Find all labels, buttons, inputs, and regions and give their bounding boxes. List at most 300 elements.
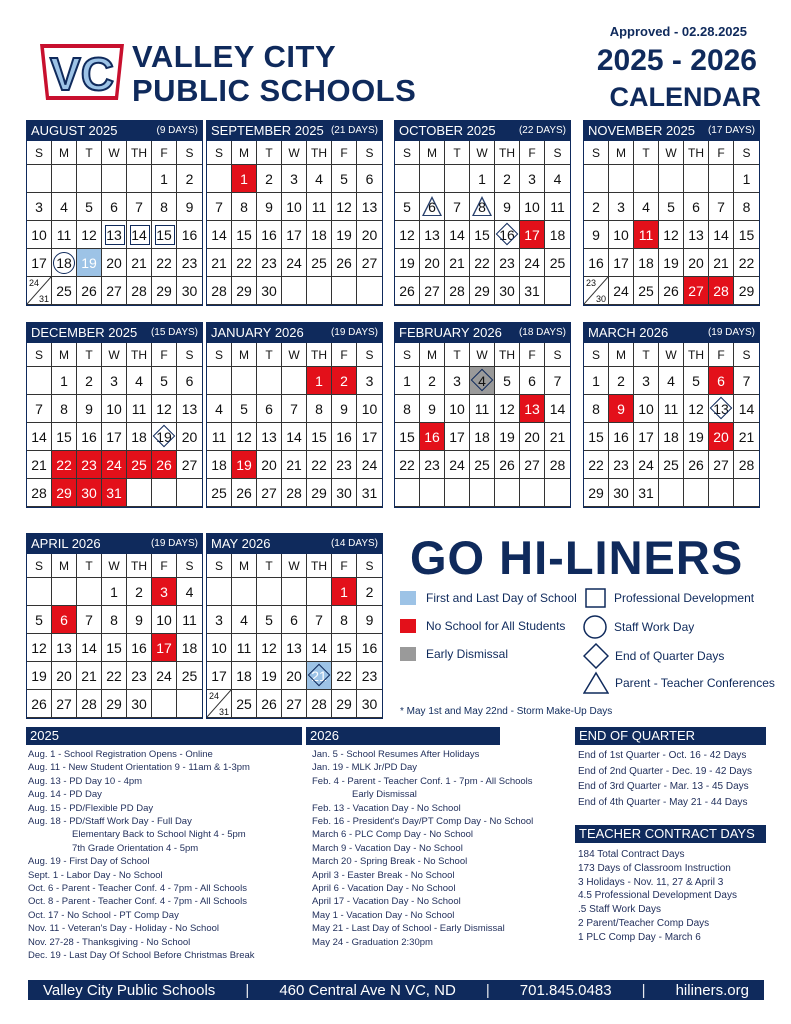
day-number: 10 [31, 226, 47, 243]
day-cell [734, 193, 759, 221]
day-number: 11 [550, 198, 565, 215]
day-cell [177, 662, 202, 690]
day-number: 12 [156, 400, 172, 417]
day-number: 10 [613, 226, 629, 243]
day-cell [232, 479, 257, 507]
empty-day [709, 165, 734, 193]
month-header [27, 121, 202, 141]
empty-day [734, 479, 759, 507]
day-number: 8 [240, 198, 248, 215]
weekday-header: S [207, 141, 232, 165]
day-number: 15 [336, 639, 352, 656]
footer-address: 460 Central Ave N VC, ND [279, 981, 456, 999]
weekday-header: T [257, 554, 282, 578]
day-number: 6 [265, 400, 273, 417]
events-2025-list [28, 748, 255, 963]
footer-website[interactable]: hiliners.org [675, 981, 749, 999]
day-cell [709, 193, 734, 221]
weekday-header: S [207, 343, 232, 367]
empty-day [282, 277, 307, 305]
day-number: 7 [453, 198, 461, 215]
day-number: 9 [340, 400, 348, 417]
day-number: 7 [553, 372, 562, 389]
day-cell [584, 451, 609, 479]
day-number: 14 [286, 428, 302, 445]
empty-day [659, 165, 684, 193]
day-number: 17 [286, 226, 302, 243]
day-cell [257, 193, 282, 221]
day-cell [470, 165, 495, 193]
day-cell [445, 395, 470, 423]
day-number: 24 [29, 278, 40, 288]
day-cell [520, 367, 545, 395]
month-grid [207, 141, 382, 305]
day-number: 20 [524, 428, 540, 445]
day-cell [545, 451, 570, 479]
day-cell [520, 249, 545, 277]
day-number: 15 [738, 226, 755, 243]
list-item: Aug. 15 - PD/Flexible PD Day [28, 802, 154, 814]
day-number: 20 [286, 667, 302, 684]
school-logo [38, 40, 126, 104]
day-cell [495, 451, 520, 479]
day-number: 7 [717, 198, 725, 215]
list-item: Sept. 1 - Labor Day - No School [28, 869, 163, 881]
day-cell [684, 277, 709, 305]
day-number: 26 [663, 282, 679, 299]
day-cell [520, 423, 545, 451]
day-number: 24 [613, 282, 629, 299]
legend-early [400, 647, 508, 661]
day-number: 4 [240, 611, 248, 628]
day-cell [420, 193, 445, 221]
day-number: 8 [592, 400, 600, 417]
day-number: 2 [592, 198, 600, 215]
weekday-header: S [27, 343, 52, 367]
month-name: MARCH 2026 [588, 325, 669, 340]
day-cell [357, 423, 382, 451]
day-number: 5 [35, 611, 43, 628]
day-number: 12 [31, 639, 47, 656]
day-cell [734, 165, 759, 193]
day-cell [127, 606, 152, 634]
day-cell [684, 249, 709, 277]
day-cell [634, 249, 659, 277]
day-cell [545, 249, 570, 277]
month-day-count: (19 DAYS) [707, 327, 755, 338]
day-number: 21 [311, 667, 327, 684]
day-number: 17 [361, 428, 378, 445]
day-cell [77, 277, 102, 305]
empty-day [545, 277, 570, 305]
day-number: 22 [156, 254, 172, 271]
day-number: 30 [613, 484, 629, 501]
day-cell [127, 221, 152, 249]
day-cell [709, 249, 734, 277]
day-number: 5 [692, 372, 700, 389]
empty-day [127, 479, 152, 507]
day-cell [52, 395, 77, 423]
day-cell [545, 423, 570, 451]
day-number: 16 [181, 226, 198, 243]
day-cell [207, 606, 232, 634]
day-cell [734, 395, 759, 423]
month-name: OCTOBER 2025 [399, 123, 496, 138]
footer-separator: | [245, 981, 250, 999]
square-icon [584, 587, 608, 609]
day-number: 15 [156, 226, 172, 243]
day-number: 25 [474, 456, 490, 473]
empty-day [27, 578, 52, 606]
day-number: 8 [742, 198, 751, 215]
day-cell [207, 395, 232, 423]
month-february-2026 [394, 322, 571, 508]
day-cell [609, 277, 634, 305]
day-number: 7 [35, 400, 43, 417]
day-cell [52, 606, 77, 634]
day-number: 23 [81, 456, 97, 473]
day-cell [102, 690, 127, 718]
day-cell [207, 423, 232, 451]
weekday-header: TH [127, 141, 152, 165]
day-number: 9 [503, 198, 511, 215]
weekday-header: T [77, 554, 102, 578]
day-number: 18 [236, 667, 252, 684]
month-day-count: (9 DAYS) [156, 125, 198, 136]
legend-ptc-label: Parent - Teacher Conferences [615, 676, 775, 690]
day-cell [52, 690, 77, 718]
list-item: April 17 - Vacation Day - No School [312, 896, 461, 908]
day-number: 5 [85, 198, 93, 215]
footer-school-name: Valley City Public Schools [43, 981, 216, 999]
day-number: 18 [663, 428, 679, 445]
day-number: 9 [135, 611, 143, 628]
day-number: 27 [106, 282, 122, 299]
day-number: 3 [528, 170, 536, 187]
weekday-header: F [152, 343, 177, 367]
day-number: 5 [667, 198, 675, 215]
day-cell [282, 634, 307, 662]
day-cell [332, 367, 357, 395]
list-item: Nov. 11 - Veteran's Day - Holiday - No School [28, 923, 220, 935]
day-number: 3 [160, 583, 168, 600]
day-number: 30 [499, 282, 515, 299]
day-number: 29 [156, 282, 172, 299]
day-number: 28 [311, 695, 327, 712]
day-cell [177, 606, 202, 634]
day-cell [77, 395, 102, 423]
gray-swatch-icon [400, 647, 416, 661]
day-cell [520, 193, 545, 221]
empty-day [470, 479, 495, 507]
day-cell [584, 479, 609, 507]
day-cell [609, 451, 634, 479]
day-number: 23 [586, 278, 597, 288]
day-number: 25 [181, 667, 198, 684]
weekday-header: S [584, 141, 609, 165]
day-cell [357, 193, 382, 221]
day-cell [102, 367, 127, 395]
day-number: 7 [215, 198, 223, 215]
day-number: 4 [315, 170, 323, 187]
day-cell [420, 423, 445, 451]
day-cell [77, 367, 102, 395]
day-cell [27, 634, 52, 662]
day-number: 17 [211, 667, 227, 684]
day-number: 29 [236, 282, 252, 299]
day-cell [634, 367, 659, 395]
day-number: 12 [236, 428, 252, 445]
day-number: 8 [160, 198, 168, 215]
day-cell [27, 423, 52, 451]
day-cell-split [27, 277, 52, 305]
weekday-header: T [77, 141, 102, 165]
day-number: 4 [60, 198, 68, 215]
day-number: 14 [449, 226, 465, 243]
day-cell [307, 479, 332, 507]
month-grid [395, 343, 570, 507]
month-september-2025 [206, 120, 383, 306]
day-number: 6 [185, 372, 194, 389]
weekday-header: F [709, 343, 734, 367]
day-number: 7 [135, 198, 143, 215]
list-item: Oct. 6 - Parent - Teacher Conf. 4 - 7pm - All Schools [28, 883, 247, 895]
day-number: 26 [688, 456, 704, 473]
day-number: 6 [290, 611, 298, 628]
weekday-header: M [52, 343, 77, 367]
day-cell [445, 249, 470, 277]
day-number: 24 [156, 667, 172, 684]
day-cell [52, 634, 77, 662]
day-cell [102, 221, 127, 249]
day-number: 4 [135, 372, 143, 389]
day-cell [634, 277, 659, 305]
day-cell [357, 165, 382, 193]
day-number: 11 [236, 639, 252, 656]
empty-day [520, 479, 545, 507]
weekday-header: W [470, 141, 495, 165]
day-number: 14 [311, 639, 327, 656]
list-item: Aug. 19 - First Day of School [28, 856, 150, 868]
list-item: 3 Holidays - Nov. 11, 27 & April 3 [578, 876, 724, 888]
month-day-count: (19 DAYS) [150, 538, 198, 549]
day-cell [445, 423, 470, 451]
day-number: 22 [399, 456, 415, 473]
day-cell [177, 451, 202, 479]
day-cell [307, 690, 332, 718]
day-number: 28 [131, 282, 147, 299]
day-cell [177, 277, 202, 305]
day-cell [520, 451, 545, 479]
day-cell [232, 662, 257, 690]
day-number: 28 [549, 456, 566, 473]
day-number: 28 [449, 282, 465, 299]
day-cell [152, 221, 177, 249]
circle-icon [582, 615, 608, 639]
empty-day [684, 165, 709, 193]
month-day-count: (22 DAYS) [518, 125, 566, 136]
day-cell [332, 479, 357, 507]
day-number: 14 [131, 226, 147, 243]
weekday-header: S [357, 343, 382, 367]
events-2025-title: 2025 [26, 727, 302, 745]
day-cell [520, 221, 545, 249]
footer-separator: | [485, 981, 490, 999]
day-cell [332, 395, 357, 423]
day-number: 1 [160, 170, 168, 187]
day-cell [609, 249, 634, 277]
empty-day [282, 367, 307, 395]
day-number: 20 [424, 254, 440, 271]
day-cell [634, 423, 659, 451]
day-cell [207, 193, 232, 221]
weekday-header: F [152, 141, 177, 165]
day-number: 14 [211, 226, 227, 243]
list-item: Feb. 4 - Parent - Teacher Conf. 1 - 7pm - All Schools [312, 775, 533, 787]
day-cell [152, 634, 177, 662]
month-grid [207, 554, 382, 718]
day-cell [52, 367, 77, 395]
day-number: 1 [60, 372, 68, 389]
day-number: 15 [56, 428, 72, 445]
day-number: 17 [106, 428, 122, 445]
weekday-header: TH [127, 554, 152, 578]
day-number: 26 [336, 254, 352, 271]
day-cell [357, 479, 382, 507]
day-number: 3 [642, 372, 650, 389]
day-cell [232, 606, 257, 634]
day-number: 15 [399, 428, 415, 445]
day-number: 5 [160, 372, 168, 389]
day-number: 5 [503, 372, 511, 389]
month-name: DECEMBER 2025 [31, 325, 138, 340]
end-of-quarter-title: END OF QUARTER [575, 727, 766, 745]
day-number: 7 [742, 372, 751, 389]
weekday-header: S [734, 343, 759, 367]
day-cell [177, 221, 202, 249]
list-item: Aug. 1 - School Registration Opens - Online [28, 749, 213, 760]
day-cell [470, 367, 495, 395]
month-grid [27, 141, 202, 305]
empty-day [152, 690, 177, 718]
logo-letters: VC [50, 48, 114, 100]
day-cell [102, 395, 127, 423]
day-number: 16 [131, 639, 147, 656]
list-item: May 21 - Last Day of School - Early Dismissal [312, 923, 505, 935]
day-cell [27, 193, 52, 221]
empty-day [395, 479, 420, 507]
weekday-header: F [520, 343, 545, 367]
day-number: 3 [290, 170, 298, 187]
list-item: Oct. 17 - No School - PT Comp Day [28, 909, 179, 921]
day-cell [659, 395, 684, 423]
legend-prof-dev [584, 587, 754, 609]
weekday-header: TH [307, 141, 332, 165]
day-number: 14 [549, 400, 566, 417]
day-number: 6 [110, 198, 118, 215]
day-cell [27, 451, 52, 479]
month-header [395, 323, 570, 343]
day-number: 28 [31, 484, 47, 501]
day-cell [177, 249, 202, 277]
day-cell [232, 277, 257, 305]
end-of-quarter-list [578, 748, 752, 810]
weekday-header: W [659, 141, 684, 165]
day-number: 10 [361, 400, 378, 417]
day-number: 24 [524, 254, 540, 271]
empty-day [545, 479, 570, 507]
day-number: 19 [663, 254, 679, 271]
day-cell [495, 395, 520, 423]
day-number: 27 [181, 456, 198, 473]
day-number: 25 [311, 254, 327, 271]
day-cell [127, 395, 152, 423]
day-cell [77, 451, 102, 479]
weekday-header: M [232, 343, 257, 367]
day-number: 21 [131, 254, 147, 271]
day-cell [152, 165, 177, 193]
empty-day [357, 277, 382, 305]
list-item: 4.5 Professional Development Days [578, 890, 737, 902]
day-cell [282, 193, 307, 221]
day-number: 22 [474, 254, 490, 271]
day-number: 23 [424, 456, 440, 473]
day-number: 1 [315, 372, 323, 389]
day-number: 3 [365, 372, 374, 389]
empty-day [177, 479, 202, 507]
legend-staff-label: Staff Work Day [614, 620, 695, 634]
month-header [27, 534, 202, 554]
day-number: 31 [638, 484, 654, 501]
day-cell [257, 479, 282, 507]
events-2026-list [312, 748, 533, 949]
weekday-header: W [102, 554, 127, 578]
legend-first-last-label: First and Last Day of School [426, 591, 577, 605]
day-cell [257, 451, 282, 479]
list-item: March 6 - PLC Comp Day - No School [312, 829, 474, 841]
day-number: 23 [131, 667, 147, 684]
day-number: 29 [336, 695, 352, 712]
day-cell [495, 221, 520, 249]
day-number: 4 [185, 583, 194, 600]
legend-no-school [400, 619, 565, 633]
day-cell-split [207, 690, 232, 718]
day-cell [445, 193, 470, 221]
day-cell [709, 423, 734, 451]
day-cell [207, 451, 232, 479]
list-item: Nov. 27-28 - Thanksgiving - No School [28, 936, 191, 948]
day-cell [257, 165, 282, 193]
weekday-header: TH [495, 141, 520, 165]
day-number: 11 [211, 428, 227, 445]
day-cell [307, 606, 332, 634]
day-cell [332, 690, 357, 718]
day-cell [307, 193, 332, 221]
day-cell [52, 193, 77, 221]
empty-day [445, 479, 470, 507]
day-number: 27 [261, 484, 277, 501]
weekday-header: T [257, 141, 282, 165]
blue-swatch-icon [400, 591, 416, 605]
day-cell [177, 367, 202, 395]
day-cell [734, 249, 759, 277]
month-grid [584, 141, 759, 305]
day-number: 27 [688, 282, 704, 299]
footer-phone: 701.845.0483 [519, 981, 612, 999]
day-number: 31 [218, 707, 229, 717]
day-number: 7 [315, 611, 323, 628]
day-number: 15 [311, 428, 327, 445]
